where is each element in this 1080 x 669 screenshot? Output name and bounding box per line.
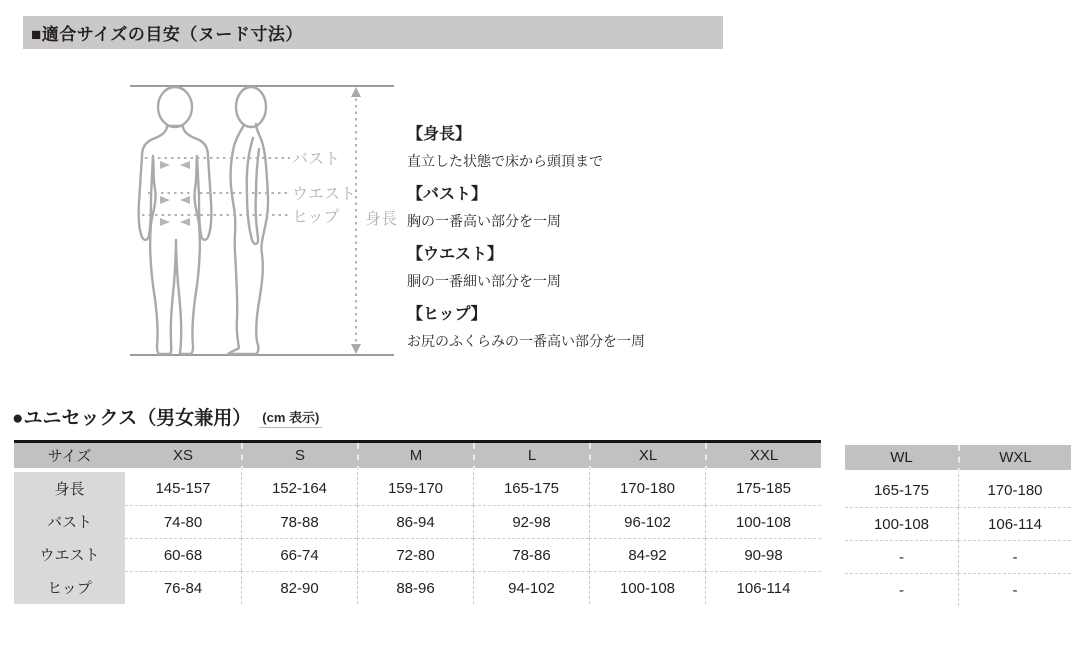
height-arrow-down-icon xyxy=(351,344,361,354)
unit-note: (cm 表示) xyxy=(259,410,322,428)
size-cell: 66-74 xyxy=(241,538,357,571)
size-cell: 60-68 xyxy=(125,538,241,571)
size-cell: - xyxy=(958,540,1071,573)
corner-header: サイズ xyxy=(14,443,125,472)
size-cell: 78-86 xyxy=(473,538,589,571)
size-cell: 106-114 xyxy=(705,571,821,604)
table-row-waist xyxy=(14,538,821,571)
size-cell: 88-96 xyxy=(357,571,473,604)
size-cell: - xyxy=(958,573,1071,606)
size-cell: 106-114 xyxy=(958,507,1071,540)
size-cell: 100-108 xyxy=(845,507,958,540)
table-row-height xyxy=(14,472,821,505)
extended-size-table xyxy=(845,445,1071,606)
figure-side-arm xyxy=(247,138,259,244)
bust-arrows-icon xyxy=(160,161,190,169)
height-label: 身長 xyxy=(365,211,398,228)
size-cell: 170-180 xyxy=(589,472,705,505)
definition-text: 胸の一番高い部分を一周 xyxy=(407,213,561,229)
row-header: バスト xyxy=(14,505,125,538)
size-cell: 145-157 xyxy=(125,472,241,505)
header-row xyxy=(14,443,821,472)
definition-term: 【ヒップ】 xyxy=(407,306,487,323)
table-row-bust xyxy=(845,507,1071,540)
waist-label: ウエスト xyxy=(292,186,357,203)
table-row-height xyxy=(845,474,1071,507)
size-table-title xyxy=(12,403,322,430)
definition-hip xyxy=(407,301,787,351)
column-header-xs: XS xyxy=(125,443,241,472)
size-cell: 92-98 xyxy=(473,505,589,538)
body-measurement-diagram xyxy=(118,74,408,370)
section-header xyxy=(23,16,723,49)
table-row-bust xyxy=(14,505,821,538)
size-cell: 94-102 xyxy=(473,571,589,604)
waist-arrows-icon xyxy=(160,196,190,204)
size-cell: 100-108 xyxy=(589,571,705,604)
table-row-waist xyxy=(845,540,1071,573)
size-cell: 78-88 xyxy=(241,505,357,538)
column-header-m: M xyxy=(357,443,473,472)
size-cell: 165-175 xyxy=(473,472,589,505)
size-cell: 86-94 xyxy=(357,505,473,538)
size-cell: 96-102 xyxy=(589,505,705,538)
size-cell: 84-92 xyxy=(589,538,705,571)
size-cell: 175-185 xyxy=(705,472,821,505)
column-header-s: S xyxy=(241,443,357,472)
size-cell: 170-180 xyxy=(958,474,1071,507)
definition-bust xyxy=(407,181,787,231)
size-cell: 152-164 xyxy=(241,472,357,505)
definition-waist xyxy=(407,241,787,291)
section-header-title: ■適合サイズの目安（ヌード寸法） xyxy=(31,25,303,44)
row-header: ヒップ xyxy=(14,571,125,604)
definition-height xyxy=(407,121,787,171)
column-header-xl: XL xyxy=(589,443,705,472)
size-cell: - xyxy=(845,573,958,606)
size-cell: 165-175 xyxy=(845,474,958,507)
size-cell: - xyxy=(845,540,958,573)
size-table-title-text: ●ユニセックス（男女兼用） xyxy=(12,408,252,429)
height-arrow-up-icon xyxy=(351,87,361,97)
definition-text: お尻のふくらみの一番高い部分を一周 xyxy=(407,333,645,349)
bust-label: バスト xyxy=(292,151,341,168)
definition-term: 【身長】 xyxy=(407,126,472,143)
figure-front xyxy=(139,87,212,354)
definition-text: 直立した状態で床から頭頂まで xyxy=(407,153,603,169)
definition-text: 胴の一番細い部分を一周 xyxy=(407,273,561,289)
size-cell: 74-80 xyxy=(125,505,241,538)
table-row-hip xyxy=(845,573,1071,606)
size-cell: 76-84 xyxy=(125,571,241,604)
definition-term: 【ウエスト】 xyxy=(407,246,504,263)
size-cell: 100-108 xyxy=(705,505,821,538)
hip-label: ヒップ xyxy=(292,209,340,226)
table-row-hip xyxy=(14,571,821,604)
definition-term: 【バスト】 xyxy=(407,186,488,203)
size-cell: 82-90 xyxy=(241,571,357,604)
size-cell: 90-98 xyxy=(705,538,821,571)
column-header-l: L xyxy=(473,443,589,472)
column-header-xxl: XXL xyxy=(705,443,821,472)
size-cell: 72-80 xyxy=(357,538,473,571)
row-header: ウエスト xyxy=(14,538,125,571)
header-row xyxy=(845,445,1071,474)
row-header: 身長 xyxy=(14,472,125,505)
size-cell: 159-170 xyxy=(357,472,473,505)
main-size-table xyxy=(14,440,821,604)
column-header-wl: WL xyxy=(845,445,958,474)
figure-side xyxy=(228,87,268,354)
hip-arrows-icon xyxy=(160,218,190,226)
column-header-wxl: WXL xyxy=(958,445,1071,474)
